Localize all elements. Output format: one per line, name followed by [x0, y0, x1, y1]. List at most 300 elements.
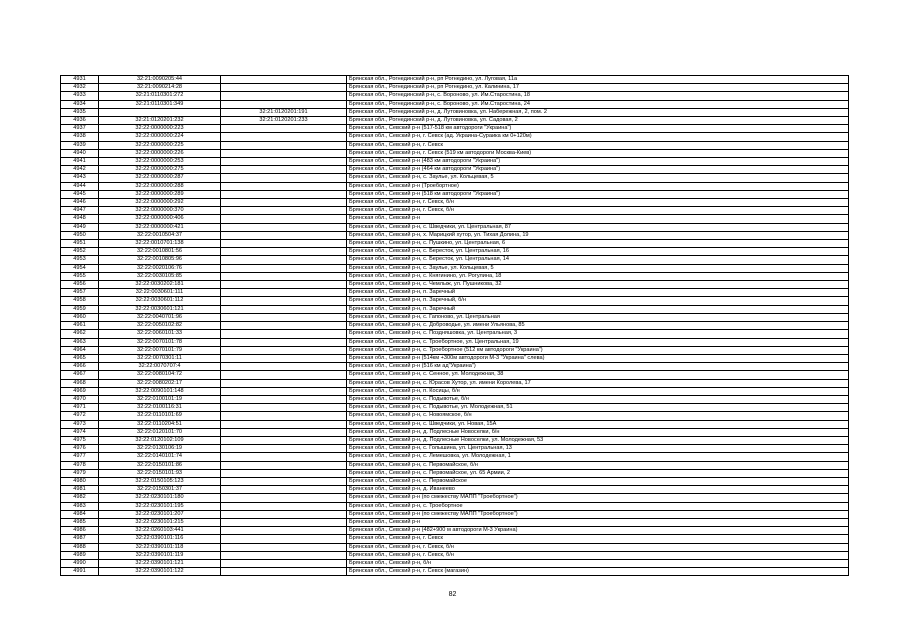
address-cell: Брянская обл., Севский р-н, г. Севск, б/н [347, 543, 849, 551]
row-number-cell: 4975 [61, 436, 99, 444]
row-number-cell: 4990 [61, 559, 99, 567]
previous-number-cell [221, 346, 347, 354]
cadastral-number-cell: 32:22:0000000:288 [99, 182, 221, 190]
cadastral-number-cell: 32:22:0000000:287 [99, 174, 221, 182]
cadastral-number-cell: 32:22:0010801:56 [99, 248, 221, 256]
cadastral-number-cell: 32:22:0000000:226 [99, 149, 221, 157]
address-cell: Брянская обл., Севский р-н, с. Новоямское, б/н [347, 412, 849, 420]
address-cell: Брянская обл., Севский р-н (483 км автодороги "Украина") [347, 158, 849, 166]
row-number-cell: 4977 [61, 453, 99, 461]
cadastral-number-cell: 32:22:0080202:17 [99, 379, 221, 387]
address-cell: Брянская обл., Севский р-н, д. Подлесные Новоселки, б/н [347, 428, 849, 436]
table-row [61, 313, 849, 321]
cadastral-number-cell: 32:22:0030105:85 [99, 272, 221, 280]
previous-number-cell [221, 133, 347, 141]
table-row [61, 281, 849, 289]
address-cell: Брянская обл., Севский р-н, с. Чемлыж, ул. Пушникова, 32 [347, 281, 849, 289]
previous-number-cell [221, 190, 347, 198]
row-number-cell: 4935 [61, 108, 99, 116]
previous-number-cell [221, 313, 347, 321]
address-cell: Брянская обл., Севский р-н, г. Севск, б/н [347, 199, 849, 207]
cadastral-number-cell: 32:22:0010701:138 [99, 240, 221, 248]
table-row [61, 477, 849, 485]
address-cell: Брянская обл., Севский р-н, с. Голышина, ул. Центральная, 13 [347, 445, 849, 453]
row-number-cell: 4981 [61, 486, 99, 494]
previous-number-cell [221, 149, 347, 157]
address-cell: Брянская обл., Севский р-н, с. Сенное, ул. Молодежная, 38 [347, 371, 849, 379]
address-cell: Брянская обл., Севский р-н, г. Севск, б/н [347, 551, 849, 559]
address-cell: Брянская обл., Севский р-н, с. Береcток, ул. Центральная, 16 [347, 248, 849, 256]
row-number-cell: 4956 [61, 281, 99, 289]
previous-number-cell [221, 535, 347, 543]
table-row [61, 469, 849, 477]
address-cell: Брянская обл., Севский р-н, г. Севск (ад. Украина-Сураика км 0+120м) [347, 133, 849, 141]
previous-number-cell [221, 76, 347, 84]
cadastral-number-cell: 32:22:0230101:195 [99, 502, 221, 510]
table-row [61, 330, 849, 338]
previous-number-cell [221, 461, 347, 469]
table-row [61, 502, 849, 510]
previous-number-cell [221, 289, 347, 297]
table-row [61, 141, 849, 149]
address-cell: Брянская обл., Севский р-н, г. Севск [347, 535, 849, 543]
row-number-cell: 4962 [61, 330, 99, 338]
row-number-cell: 4989 [61, 551, 99, 559]
table-row [61, 182, 849, 190]
cadastral-number-cell: 32:22:0150101:86 [99, 461, 221, 469]
cadastral-number-cell: 32:22:0390101:122 [99, 568, 221, 576]
previous-number-cell [221, 379, 347, 387]
address-cell: Брянская обл., Севский р-н, с. Шведчики, ул. Новая, 15А [347, 420, 849, 428]
address-cell: Брянская обл., Рогнединский р-н, рп Рогнедино, ул. Луговая, 11а [347, 76, 849, 84]
row-number-cell: 4947 [61, 207, 99, 215]
row-number-cell: 4969 [61, 387, 99, 395]
cadastral-number-cell [99, 108, 221, 116]
cadastral-number-cell: 32:22:0390101:119 [99, 551, 221, 559]
cadastral-number-cell: 32:22:0260103:441 [99, 527, 221, 535]
previous-number-cell [221, 256, 347, 264]
previous-number-cell [221, 84, 347, 92]
row-number-cell: 4961 [61, 322, 99, 330]
row-number-cell: 4932 [61, 84, 99, 92]
row-number-cell: 4974 [61, 428, 99, 436]
previous-number-cell [221, 125, 347, 133]
row-number-cell: 4945 [61, 190, 99, 198]
previous-number-cell [221, 322, 347, 330]
cadastral-number-cell: 32:22:0000000:292 [99, 199, 221, 207]
table-row [61, 322, 849, 330]
cadastral-number-cell: 32:22:0070101:79 [99, 346, 221, 354]
cadastral-number-cell: 32:22:0000000:224 [99, 133, 221, 141]
cadastral-number-cell: 32:22:0070101:78 [99, 338, 221, 346]
cadastral-number-cell: 32:21:0090214:28 [99, 84, 221, 92]
row-number-cell: 4943 [61, 174, 99, 182]
previous-number-cell [221, 240, 347, 248]
table-row [61, 231, 849, 239]
previous-number-cell [221, 363, 347, 371]
cadastral-number-cell: 32:22:0000000:223 [99, 125, 221, 133]
page-number: 82 [448, 591, 457, 598]
cadastral-number-cell: 32:21:0110301:349 [99, 100, 221, 108]
row-number-cell: 4931 [61, 76, 99, 84]
previous-number-cell [221, 330, 347, 338]
row-number-cell: 4965 [61, 354, 99, 362]
row-number-cell: 4946 [61, 199, 99, 207]
cadastral-table [60, 75, 849, 576]
address-cell: Брянская обл., Севский р-н, с. Первомайское [347, 477, 849, 485]
cadastral-number-cell: 32:22:0150105:123 [99, 477, 221, 485]
cadastral-number-cell: 32:22:0230101:180 [99, 494, 221, 502]
row-number-cell: 4983 [61, 502, 99, 510]
row-number-cell: 4954 [61, 264, 99, 272]
cadastral-number-cell: 32:22:0010805:96 [99, 256, 221, 264]
address-cell: Брянская обл., Севский р-н, с. Троебортное, ул. Центральная, 19 [347, 338, 849, 346]
row-number-cell: 4939 [61, 141, 99, 149]
table-row [61, 551, 849, 559]
row-number-cell: 4971 [61, 404, 99, 412]
cadastral-number-cell: 32:22:0000000:225 [99, 141, 221, 149]
row-number-cell: 4933 [61, 92, 99, 100]
row-number-cell: 4949 [61, 223, 99, 231]
cadastral-number-cell: 32:22:0120102:109 [99, 436, 221, 444]
row-number-cell: 4972 [61, 412, 99, 420]
address-cell: Брянская обл., Севский р-н (482+900 м автодороги М-3 Украина) [347, 527, 849, 535]
previous-number-cell [221, 338, 347, 346]
previous-number-cell [221, 158, 347, 166]
row-number-cell: 4980 [61, 477, 99, 485]
address-cell: Брянская обл., Рогнединский р-н, д. Лутовиновка, ул. Садовая, 2 [347, 117, 849, 125]
address-cell: Брянская обл., Рогнединский р-н, с. Вороново, ул. Им.Старостина, 18 [347, 92, 849, 100]
previous-number-cell [221, 100, 347, 108]
row-number-cell: 4952 [61, 248, 99, 256]
cadastral-number-cell: 32:22:0080104:72 [99, 371, 221, 379]
cadastral-number-cell: 32:22:0130106:19 [99, 445, 221, 453]
cadastral-number-cell: 32:22:0100116:31 [99, 404, 221, 412]
previous-number-cell [221, 92, 347, 100]
address-cell: Брянская обл., Рогнединский р-н, с. Вороново, ул. Им.Старостина, 24 [347, 100, 849, 108]
row-number-cell: 4973 [61, 420, 99, 428]
row-number-cell: 4948 [61, 215, 99, 223]
table-row [61, 215, 849, 223]
address-cell: Брянская обл., Севский р-н (516 км ад"Украина") [347, 363, 849, 371]
row-number-cell: 4978 [61, 461, 99, 469]
row-number-cell: 4944 [61, 182, 99, 190]
table-row [61, 133, 849, 141]
previous-number-cell [221, 182, 347, 190]
table-row [61, 518, 849, 526]
previous-number-cell [221, 502, 347, 510]
row-number-cell: 4960 [61, 313, 99, 321]
row-number-cell: 4936 [61, 117, 99, 125]
table-row [61, 371, 849, 379]
table-row [61, 272, 849, 280]
previous-number-cell [221, 207, 347, 215]
cadastral-number-cell: 32:22:0040701:96 [99, 313, 221, 321]
address-cell: Брянская обл., Севский р-н, х. Марицкий хутор, ул. Тихая Долина, 19 [347, 231, 849, 239]
cadastral-number-cell: 32:22:0110204:51 [99, 420, 221, 428]
row-number-cell: 4985 [61, 518, 99, 526]
cadastral-number-cell: 32:22:0150101:93 [99, 469, 221, 477]
cadastral-number-cell: 32:21:0110301:272 [99, 92, 221, 100]
table-row [61, 125, 849, 133]
previous-number-cell [221, 166, 347, 174]
previous-number-cell [221, 215, 347, 223]
table-row [61, 240, 849, 248]
table-row [61, 100, 849, 108]
table-row [61, 158, 849, 166]
table-row [61, 108, 849, 116]
table-row [61, 404, 849, 412]
table-row [61, 486, 849, 494]
cadastral-number-cell: 32:22:0030601:111 [99, 289, 221, 297]
table-row [61, 453, 849, 461]
previous-number-cell [221, 486, 347, 494]
row-number-cell: 4976 [61, 445, 99, 453]
previous-number-cell [221, 527, 347, 535]
table-row [61, 445, 849, 453]
table-row [61, 527, 849, 535]
table-row [61, 379, 849, 387]
table-row [61, 559, 849, 567]
previous-number-cell [221, 174, 347, 182]
previous-number-cell [221, 510, 347, 518]
cadastral-number-cell: 32:22:0100101:19 [99, 395, 221, 403]
previous-number-cell [221, 272, 347, 280]
table-row [61, 166, 849, 174]
previous-number-cell [221, 354, 347, 362]
address-cell: Брянская обл., Севский р-н [347, 518, 849, 526]
previous-number-cell [221, 281, 347, 289]
address-cell: Брянская обл., Севский р-н, с. Юрасов Хутор, ул. имени Королева, 17 [347, 379, 849, 387]
cadastral-number-cell: 32:22:0010504:37 [99, 231, 221, 239]
address-cell: Брянская обл., Севский р-н, с. Береcток, ул. Центральная, 14 [347, 256, 849, 264]
cadastral-number-cell: 32:22:0000000:421 [99, 223, 221, 231]
address-cell: Брянская обл., Севский р-н, с. Доброводье, ул. имени Ульянова, 85 [347, 322, 849, 330]
cadastral-number-cell: 32:22:0000000:253 [99, 158, 221, 166]
previous-number-cell [221, 436, 347, 444]
row-number-cell: 4966 [61, 363, 99, 371]
address-cell: Брянская обл., Севский р-н [347, 215, 849, 223]
row-number-cell: 4951 [61, 240, 99, 248]
row-number-cell: 4938 [61, 133, 99, 141]
previous-number-cell [221, 387, 347, 395]
row-number-cell: 4959 [61, 305, 99, 313]
row-number-cell: 4970 [61, 395, 99, 403]
address-cell: Брянская обл., Севский р-н, д. Иванеево [347, 486, 849, 494]
previous-number-cell [221, 453, 347, 461]
previous-number-cell [221, 371, 347, 379]
row-number-cell: 4968 [61, 379, 99, 387]
row-number-cell: 4991 [61, 568, 99, 576]
table-row [61, 117, 849, 125]
cadastral-number-cell: 32:21:0120201:232 [99, 117, 221, 125]
address-cell: Брянская обл., Севский р-н, б/н [347, 559, 849, 567]
row-number-cell: 4963 [61, 338, 99, 346]
address-cell: Брянская обл., Севский р-н, с. Подывотье, ул. Молодежная, 51 [347, 404, 849, 412]
row-number-cell: 4937 [61, 125, 99, 133]
row-number-cell: 4934 [61, 100, 99, 108]
address-cell: Брянская обл., Севский р-н, г. Севск [347, 141, 849, 149]
cadastral-number-cell: 32:22:0140101:74 [99, 453, 221, 461]
row-number-cell: 4982 [61, 494, 99, 502]
previous-number-cell [221, 469, 347, 477]
address-cell: Брянская обл., Севский р-н, с. Лемешовка, ул. Молодежная, 1 [347, 453, 849, 461]
address-cell: Брянская обл., Севский р-н, с. Заулье, ул. Кольцевая, 5 [347, 264, 849, 272]
previous-number-cell [221, 559, 347, 567]
address-cell: Брянская обл., Севский р-н, п. Косицы, б/н [347, 387, 849, 395]
address-cell: Брянская обл., Рогнединский р-н, рп Рогнедино, ул. Калинина, 17 [347, 84, 849, 92]
table-row [61, 354, 849, 362]
cadastral-number-cell: 32:21:0090205:44 [99, 76, 221, 84]
cadastral-number-cell: 32:22:0230101:215 [99, 518, 221, 526]
address-cell: Брянская обл., Севский р-н, п. Заречный, б/н [347, 297, 849, 305]
cadastral-number-cell: 32:22:0390101:118 [99, 543, 221, 551]
table-row [61, 264, 849, 272]
cadastral-number-cell: 32:22:0060101:33 [99, 330, 221, 338]
cadastral-number-cell: 32:22:0150301:37 [99, 486, 221, 494]
row-number-cell: 4987 [61, 535, 99, 543]
cadastral-number-cell: 32:22:0000000:289 [99, 190, 221, 198]
previous-number-cell [221, 199, 347, 207]
table-row [61, 297, 849, 305]
table-row [61, 346, 849, 354]
cadastral-number-cell: 32:22:0030601:121 [99, 305, 221, 313]
address-cell: Брянская обл., Севский р-н, г. Севск (519 км автодороги Москва-Киев) [347, 149, 849, 157]
address-cell: Брянская обл., Севский р-н, с. Заулье, ул. Кольцевая, 5 [347, 174, 849, 182]
cadastral-number-cell: 32:22:0390101:121 [99, 559, 221, 567]
row-number-cell: 4957 [61, 289, 99, 297]
table-row [61, 494, 849, 502]
table-row [61, 256, 849, 264]
cadastral-number-cell: 32:22:0000000:275 [99, 166, 221, 174]
address-cell: Брянская обл., Севский р-н, д. Подлесные Новоселки, ул. Молодежная, 53 [347, 436, 849, 444]
address-cell: Брянская обл., Севский р-н, г. Севск (магазин) [347, 568, 849, 576]
address-cell: Брянская обл., Севский р-н (по смежеству МАПП "Троебортное") [347, 510, 849, 518]
previous-number-cell [221, 428, 347, 436]
table-row [61, 395, 849, 403]
address-cell: Брянская обл., Севский р-н (по смежеству МАПП "Троебортное") [347, 494, 849, 502]
previous-number-cell [221, 404, 347, 412]
table-row [61, 199, 849, 207]
address-cell: Брянская обл., Рогнединский р-н, д. Лутовиновка, ул. Набережная, 2, пом. 2 [347, 108, 849, 116]
address-cell: Брянская обл., Севский р-н, с. Троебортное [347, 502, 849, 510]
table-row [61, 568, 849, 576]
table-row [61, 305, 849, 313]
row-number-cell: 4986 [61, 527, 99, 535]
cadastral-number-cell: 32:22:0110101:69 [99, 412, 221, 420]
row-number-cell: 4953 [61, 256, 99, 264]
row-number-cell: 4955 [61, 272, 99, 280]
address-cell: Брянская обл., Севский р-н, п. Заречный [347, 305, 849, 313]
cadastral-number-cell: 32:22:0070301:11 [99, 354, 221, 362]
table-row [61, 84, 849, 92]
table-row [61, 420, 849, 428]
table-row [61, 412, 849, 420]
address-cell: Брянская обл., Севский р-н, с. Подывотье, б/н [347, 395, 849, 403]
table-row [61, 207, 849, 215]
address-cell: Брянская обл., Севский р-н, с. Поздняшовка, ул. Центральная, 3 [347, 330, 849, 338]
row-number-cell: 4940 [61, 149, 99, 157]
previous-number-cell [221, 518, 347, 526]
row-number-cell: 4979 [61, 469, 99, 477]
previous-number-cell [221, 231, 347, 239]
previous-number-cell: 32:21:0120201:191 [221, 108, 347, 116]
previous-number-cell [221, 305, 347, 313]
table-row [61, 510, 849, 518]
row-number-cell: 4984 [61, 510, 99, 518]
previous-number-cell [221, 412, 347, 420]
cadastral-number-cell: 32:22:0070707:4 [99, 363, 221, 371]
cadastral-number-cell: 32:22:0020106:76 [99, 264, 221, 272]
table-row [61, 223, 849, 231]
table-row [61, 543, 849, 551]
table-row [61, 338, 849, 346]
previous-number-cell: 32:21:0120201:233 [221, 117, 347, 125]
cadastral-table-body [61, 76, 849, 576]
address-cell: Брянская обл., Севский р-н, с. Первомайское, б/н [347, 461, 849, 469]
cadastral-number-cell: 32:22:0120101:70 [99, 428, 221, 436]
cadastral-number-cell: 32:22:0230101:207 [99, 510, 221, 518]
table-row [61, 461, 849, 469]
row-number-cell: 4958 [61, 297, 99, 305]
row-number-cell: 4941 [61, 158, 99, 166]
cadastral-number-cell: 32:22:0000000:406 [99, 215, 221, 223]
address-cell: Брянская обл., Севский р-н, с. Первомайское, ул. 65 Армии, 2 [347, 469, 849, 477]
address-cell: Брянская обл., Севский р-н, с. Троебортное (512 км автодороги "Украина") [347, 346, 849, 354]
table-row [61, 428, 849, 436]
previous-number-cell [221, 395, 347, 403]
previous-number-cell [221, 420, 347, 428]
row-number-cell: 4964 [61, 346, 99, 354]
address-cell: Брянская обл., Севский р-н (Троебортное) [347, 182, 849, 190]
cadastral-number-cell: 32:22:0090101:148 [99, 387, 221, 395]
address-cell: Брянская обл., Севский р-н (517-518 км автодороги "Украина") [347, 125, 849, 133]
table-row [61, 149, 849, 157]
previous-number-cell [221, 551, 347, 559]
table-row [61, 289, 849, 297]
previous-number-cell [221, 248, 347, 256]
address-cell: Брянская обл., Севский р-н, с. Княгинино, ул. Рогулина, 18 [347, 272, 849, 280]
address-cell: Брянская обл., Севский р-н (518 км автодороги "Украина") [347, 190, 849, 198]
previous-number-cell [221, 223, 347, 231]
table-row [61, 174, 849, 182]
previous-number-cell [221, 264, 347, 272]
table-row [61, 387, 849, 395]
previous-number-cell [221, 494, 347, 502]
previous-number-cell [221, 297, 347, 305]
cadastral-number-cell: 32:22:0000000:370 [99, 207, 221, 215]
cadastral-number-cell: 32:22:0050102:82 [99, 322, 221, 330]
row-number-cell: 4942 [61, 166, 99, 174]
row-number-cell: 4988 [61, 543, 99, 551]
table-row [61, 535, 849, 543]
address-cell: Брянская обл., Севский р-н (514км +300м автодороги М-3 "Украина" слева) [347, 354, 849, 362]
address-cell: Брянская обл., Севский р-н, с. Пушкино, ул. Центральная, 6 [347, 240, 849, 248]
address-cell: Брянская обл., Севский р-н, с. Шведчики, ул. Центральная, 87 [347, 223, 849, 231]
previous-number-cell [221, 477, 347, 485]
previous-number-cell [221, 568, 347, 576]
cadastral-number-cell: 32:22:0030202:181 [99, 281, 221, 289]
address-cell: Брянская обл., Севский р-н, п. Заречный [347, 289, 849, 297]
address-cell: Брянская обл., Севский р-н (464 км автодороги "Украина") [347, 166, 849, 174]
table-row [61, 436, 849, 444]
table-row [61, 76, 849, 84]
row-number-cell: 4967 [61, 371, 99, 379]
previous-number-cell [221, 445, 347, 453]
table-row [61, 248, 849, 256]
row-number-cell: 4950 [61, 231, 99, 239]
previous-number-cell [221, 141, 347, 149]
